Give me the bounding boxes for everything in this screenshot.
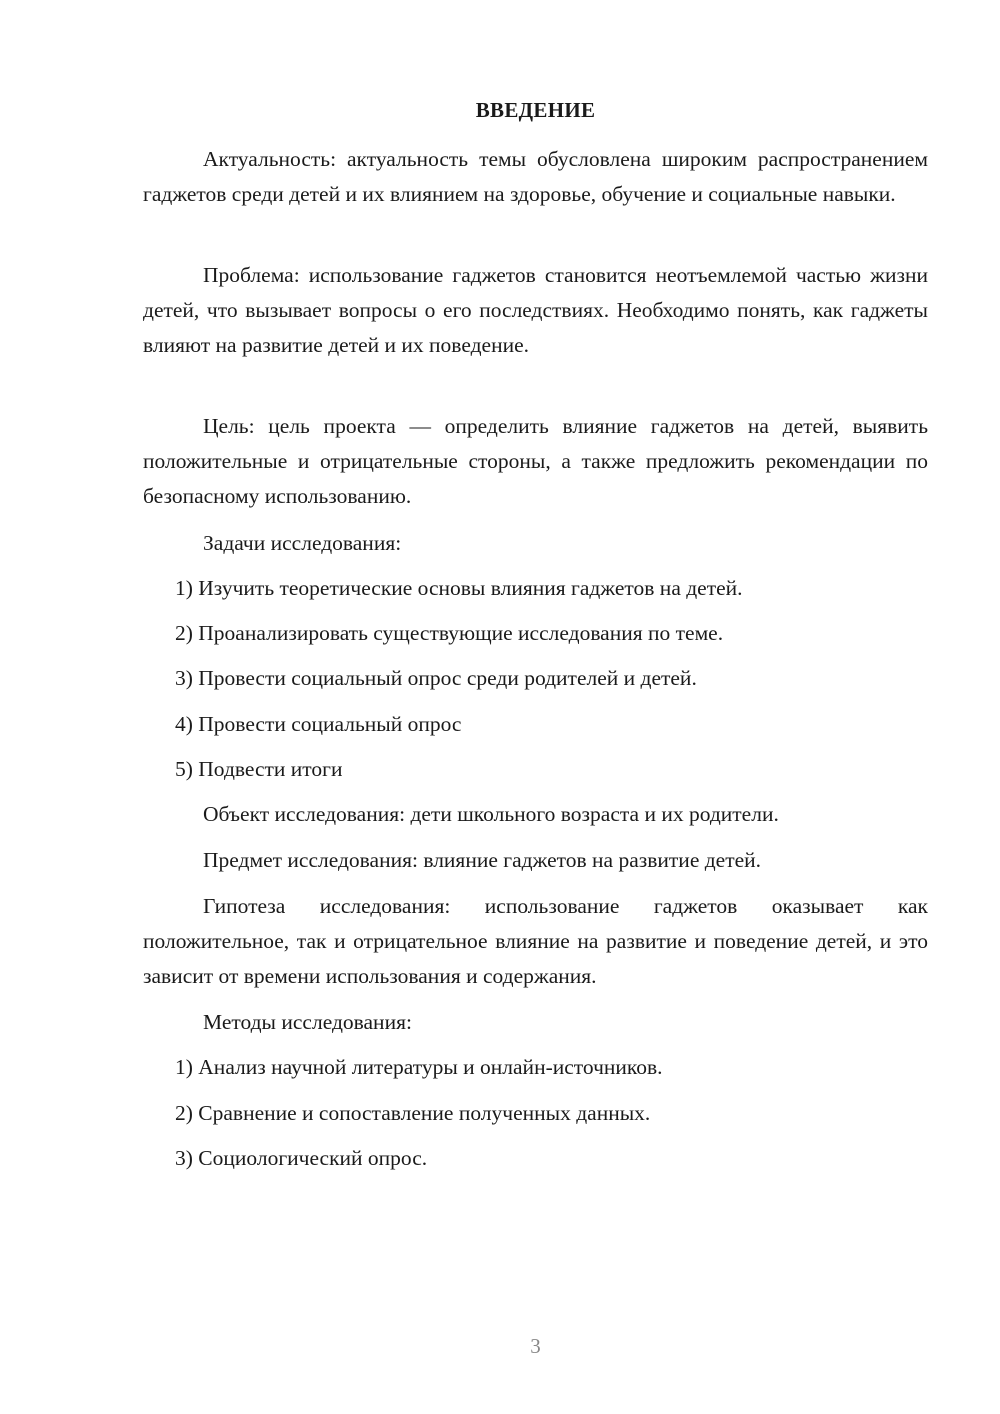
- method-list-item: 2) Сравнение и сопоставление полученных данных.: [175, 1101, 651, 1125]
- hypothesis-paragraph: Гипотеза исследования: использование гаджетов оказывает как положительное, так и отрицательное влияние на развитие и поведение детей, и это зависит от времени использования и содержания.: [143, 894, 928, 988]
- subject-paragraph: Предмет исследования: влияние гаджетов на развитие детей.: [203, 848, 762, 872]
- page-number: 3: [530, 1334, 541, 1358]
- goal-paragraph: Цель: цель проекта — определить влияние гаджетов на детей, выявить положительные и отрицательные стороны, а также предложить рекомендации по безопасному использованию.: [143, 414, 928, 508]
- problem-paragraph: Проблема: использование гаджетов становится неотъемлемой частью жизни детей, что вызывает вопросы о его последствиях. Необходимо понять, как гаджеты влияют на развитие детей и их поведение.: [143, 263, 928, 357]
- tasks-title: Задачи исследования:: [203, 531, 402, 555]
- document-page: [143, 0, 928, 1414]
- task-list-item: 5) Подвести итоги: [175, 757, 343, 781]
- task-list-item: 4) Провести социальный опрос: [175, 712, 462, 736]
- method-list-item: 1) Анализ научной литературы и онлайн-источников.: [175, 1055, 663, 1079]
- task-list-item: 3) Провести социальный опрос среди родителей и детей.: [175, 666, 697, 690]
- section-heading: ВВЕДЕНИЕ: [475, 98, 596, 122]
- task-list-item: 1) Изучить теоретические основы влияния гаджетов на детей.: [175, 576, 743, 600]
- task-list-item: 2) Проанализировать существующие исследования по теме.: [175, 621, 724, 645]
- methods-title: Методы исследования:: [203, 1010, 412, 1034]
- relevance-paragraph: Актуальность: актуальность темы обусловлена широким распространением гаджетов среди детей и их влиянием на здоровье, обучение и социальные навыки.: [143, 147, 928, 206]
- object-paragraph: Объект исследования: дети школьного возраста и их родители.: [203, 802, 779, 826]
- method-list-item: 3) Социологический опрос.: [175, 1146, 428, 1170]
